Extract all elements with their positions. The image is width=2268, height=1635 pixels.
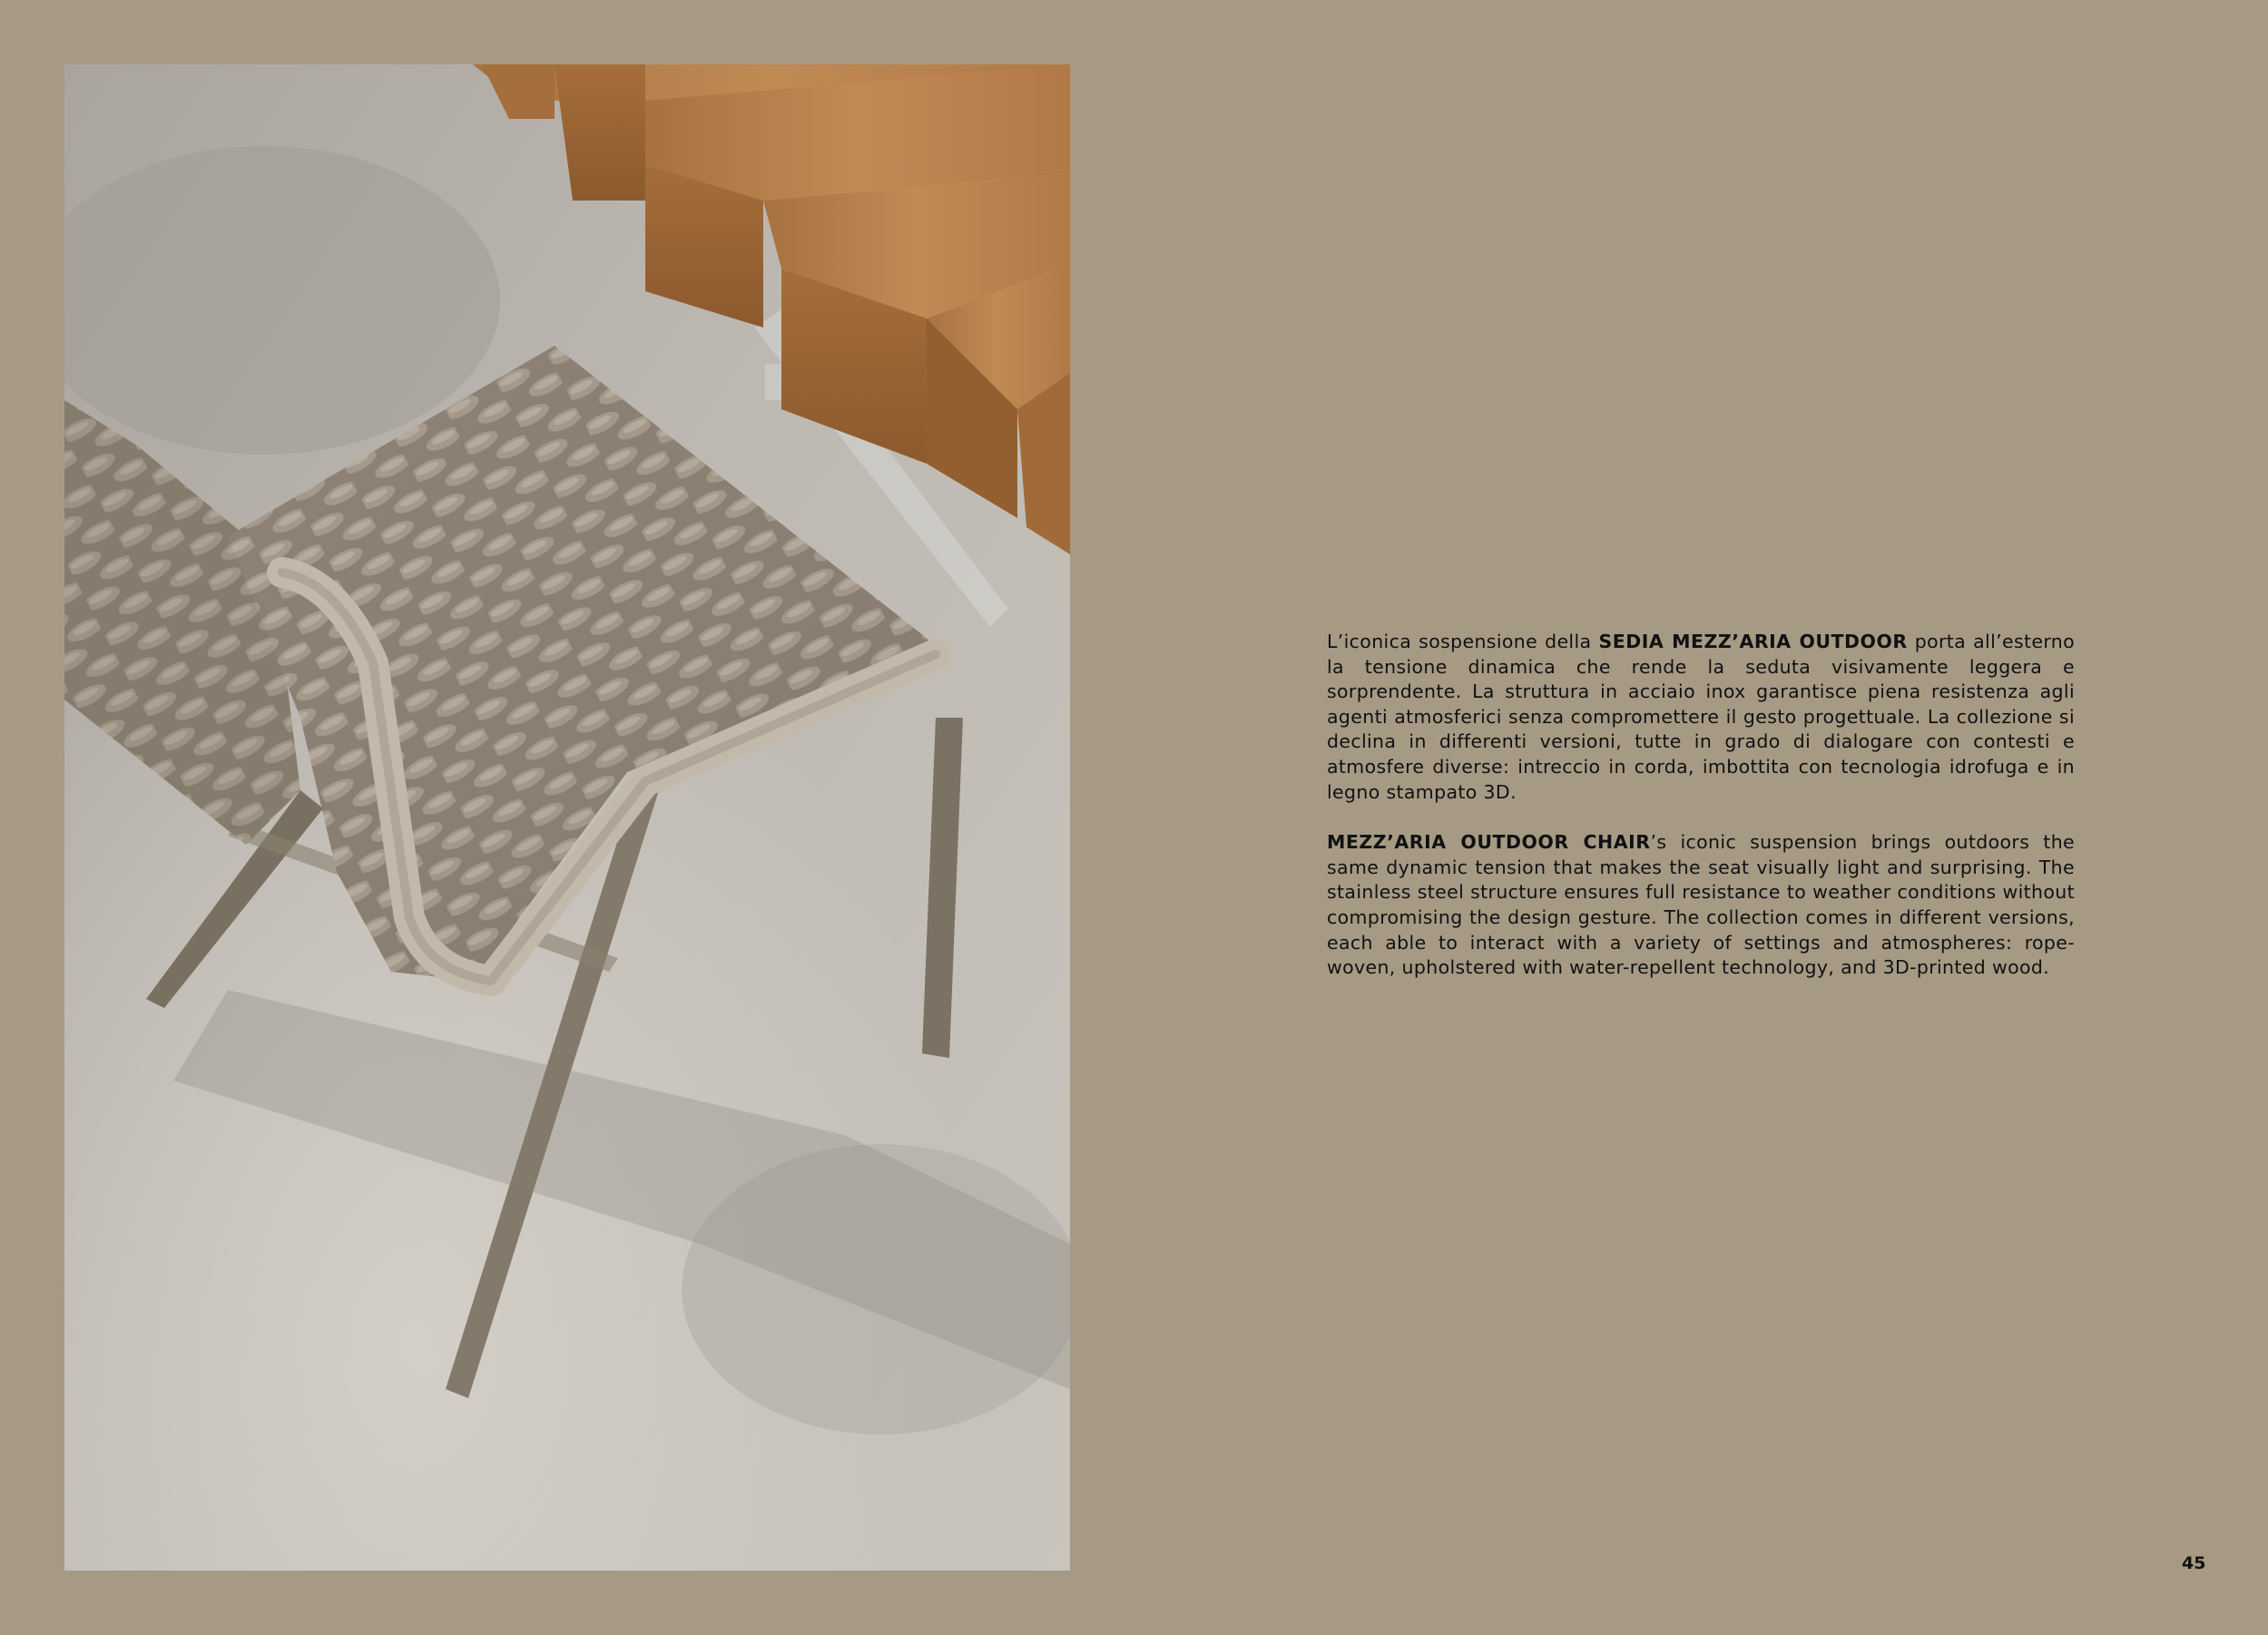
chair-illustration xyxy=(64,64,1070,1571)
italian-intro: L’iconica sospensione della xyxy=(1327,631,1599,652)
italian-product-name: SEDIA MEZZ’ARIA OUTDOOR xyxy=(1598,631,1908,652)
italian-body: porta all’esterno la tensione dinamica che rende la seduta visivamente leggera e sorprendente. La struttura in acciaio inox garantisce piena resistenza agli agenti atmosferici senza compromettere il gesto progettuale. La collezione si declina in differenti versioni, tutte in grado di dialogare con contesti e atmosfere diverse: intreccio in corda, imbottita con tecnologia idrofuga e in legno stampato 3D. xyxy=(1327,631,2075,803)
english-body: ’s iconic suspension brings outdoors the same dynamic tension that makes the seat visually light and surprising. The stainless steel structure ensures full resistance to weather conditions without compromising the design gesture. The collection comes in different versions, each able to interact with a variety of settings and atmospheres: rope-woven, upholstered with water-repellent technology, and 3D-printed wood. xyxy=(1327,831,2076,979)
page-number: 45 xyxy=(2182,1553,2206,1573)
english-paragraph xyxy=(1327,830,2075,981)
description-text xyxy=(1327,630,2075,981)
italian-paragraph xyxy=(1327,630,2075,805)
product-photo xyxy=(64,64,1070,1571)
english-product-name: MEZZ’ARIA OUTDOOR CHAIR xyxy=(1327,831,1651,854)
